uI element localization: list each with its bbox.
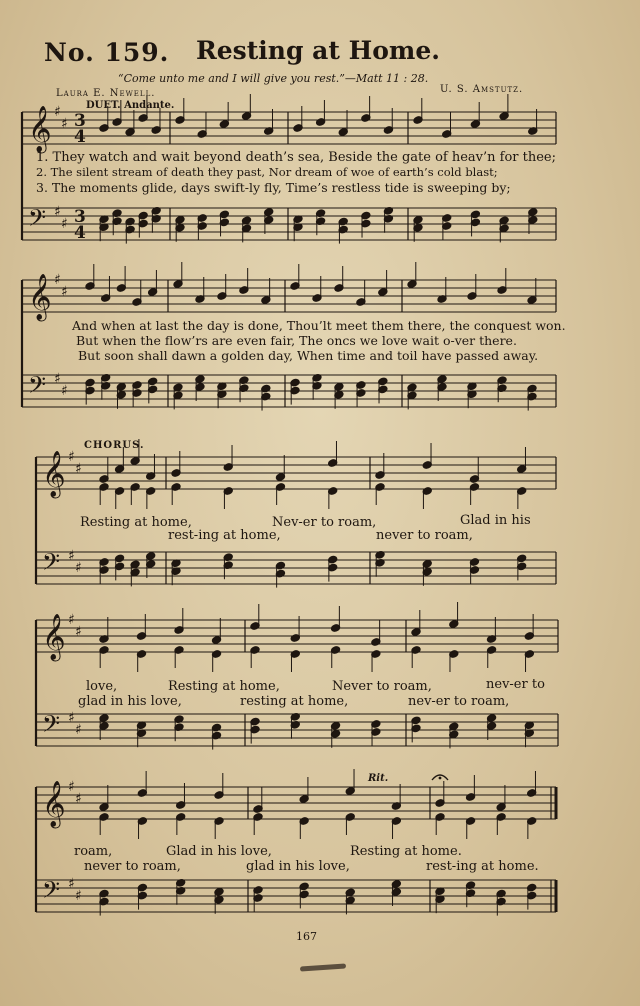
chorus-r1-upper-1: Resting at home,	[80, 515, 192, 530]
system-4-treble-key-signature: ♯	[75, 624, 82, 640]
system-1-bass-key-signature: ♯	[61, 216, 68, 232]
system-2-treble-clef: 𝄞	[28, 274, 52, 320]
system-1-treble-key-signature: ♯	[61, 116, 68, 132]
ritardando-mark: Rit.	[368, 773, 389, 784]
chorus-r2-lower-1: glad in his love,	[78, 694, 182, 709]
system-5-treble-key-signature: ♯	[75, 791, 82, 807]
system-1-bass-time-signature: 3	[74, 207, 86, 227]
system-2-treble-key-signature: ♯	[61, 284, 68, 300]
verse3-line2: But soon shall dawn a golden day, When time and toil have passed away.	[78, 348, 539, 363]
chorus-r3-upper-3: Resting at home.	[350, 844, 462, 859]
chorus-label: CHORUS.	[84, 440, 145, 451]
system-2-treble-key-signature: ♯	[54, 272, 61, 288]
system-4-treble-clef: 𝄞	[42, 614, 66, 660]
chorus-r2-upper-2: Resting at home,	[168, 679, 280, 694]
system-4-bass-key-signature: ♯	[75, 722, 82, 738]
verse2-line2: But when the flow’rs are even fair, The oncs we love wait o-ver there.	[76, 333, 517, 348]
fermata-dot	[439, 777, 442, 780]
chorus-r2-lower-3: nev-er to roam,	[408, 694, 510, 709]
system-1-treble-clef: 𝄞	[28, 106, 52, 152]
tempo-marking: DUET. Andante.	[86, 100, 175, 111]
chorus-r2-upper-1: love,	[86, 679, 118, 694]
system-3-treble-key-signature: ♯	[68, 449, 75, 465]
chorus-r3-lower-1: never to roam,	[84, 859, 181, 874]
chorus-r3-lower-2: glad in his love,	[246, 859, 350, 874]
chorus-r3-upper-1: roam,	[74, 844, 113, 859]
system-1-bass-key-signature: ♯	[54, 204, 61, 220]
scripture-quote: “Come unto me and I will give you rest.”—Matt 11 : 28.	[118, 72, 429, 85]
page-number: 167	[296, 930, 317, 943]
chorus-r1-lower-2: never to roam,	[376, 528, 473, 543]
system-4-treble-key-signature: ♯	[68, 612, 75, 628]
system-3-treble-clef: 𝄞	[42, 451, 66, 497]
verse1-line2: And when at last the day is done, Thou’lt meet them there, the conquest won.	[72, 318, 566, 333]
chorus-r1-lower-1: rest-ing at home,	[168, 528, 281, 543]
system-2-bass-clef: 𝄢	[28, 371, 47, 404]
system-3-treble-key-signature: ♯	[75, 461, 82, 477]
chorus-r3-lower-3: rest-ing at home.	[426, 859, 539, 874]
verse2-line1: 2. The silent stream of death they past, Nor dream of woe of earth’s cold blast;	[36, 165, 498, 179]
system-1-treble-key-signature: ♯	[54, 104, 61, 120]
chorus-r2-upper-3: Never to roam,	[332, 679, 432, 694]
system-1-treble-time-signature: 4	[74, 127, 86, 147]
verse1-line1: 1. They watch and wait beyond death’s sea, Beside the gate of heav’n for thee;	[36, 150, 556, 165]
system-4-bass-clef: 𝄢	[42, 710, 61, 743]
system-1-treble-time-signature: 3	[74, 111, 86, 131]
system-4-bass-key-signature: ♯	[68, 710, 75, 726]
system-2-bass-key-signature: ♯	[61, 383, 68, 399]
system-5-bass-clef: 𝄢	[42, 876, 61, 909]
system-1-bass-clef: 𝄢	[28, 204, 47, 237]
system-3-bass-clef: 𝄢	[42, 548, 61, 581]
system-1-bass-time-signature: 4	[74, 223, 86, 243]
composer-credit: U. S. Amstutz.	[440, 84, 524, 95]
system-3-bass-key-signature: ♯	[68, 548, 75, 564]
system-5-bass-key-signature: ♯	[68, 876, 75, 892]
verse3-line1: 3. The moments glide, days swift-ly fly, Time’s restless tide is sweeping by;	[36, 180, 511, 195]
system-5-bass-key-signature: ♯	[75, 888, 82, 904]
chorus-r2-upper-4: nev-er to	[486, 677, 545, 692]
chorus-r3-upper-2: Glad in his love,	[166, 844, 272, 859]
system-5-treble-clef: 𝄞	[42, 781, 66, 827]
chorus-r1-upper-3: Glad in his	[460, 513, 531, 528]
chorus-r2-lower-2: resting at home,	[240, 694, 349, 709]
system-3-bass-key-signature: ♯	[75, 560, 82, 576]
system-5-treble-key-signature: ♯	[68, 779, 75, 795]
chorus-r1-upper-2: Nev-er to roam,	[272, 515, 377, 530]
system-2-bass-key-signature: ♯	[54, 371, 61, 387]
hymn-number: No. 159.	[44, 38, 170, 67]
lyricist-credit: Laura E. Newell.	[56, 88, 156, 99]
hymn-title: Resting at Home.	[196, 36, 440, 65]
